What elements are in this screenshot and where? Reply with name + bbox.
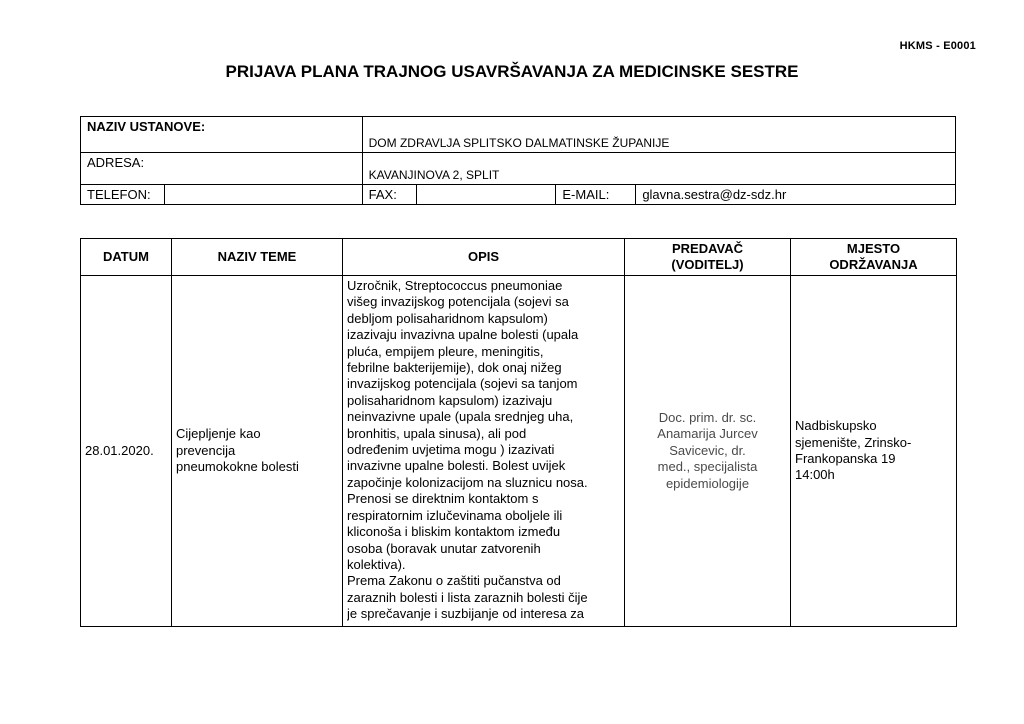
naziv-value: DOM ZDRAVLJA SPLITSKO DALMATINSKE ŽUPANIJE — [362, 117, 955, 153]
opis-text: Uzročnik, Streptococcus pneumoniae višeg invazijskog potencijala (sojevi sa debljom polisaharidnom kapsulom) izazivaju invazivna upalne bolesti (upala pluća, empijem pleure, meningitis, febrilne bakterijemije), dok onaj nižeg invazijskog potencijala (sojevi sa tanjom polisaharidnom kapsulom) izazivaju neinvazivne upale (upala srednjeg uha, bronhitis, upala sinusa), ali pod određenim uvjetima mogu ) izazivati invazivne upalne bolesti. Bolest uvijek započinje kolonizacijom na sluznicu nosa. Prenosi se direktnim kontaktom s respiratornim izlučevinama oboljele ili kliconoša i bliskim kontaktom između osoba (boravak unutar zatvorenih kolektiva). Prema Zakonu o zaštiti pučanstva od zaraznih bolesti i lista zaraznih bolesti čije je sprečavanje i suzbijanje od interesa za — [347, 278, 588, 622]
cell-predavac: Doc. prim. dr. sc. Anamarija Jurcev Savicevic, dr. med., specijalista epidemiologije — [625, 276, 791, 627]
table-row — [81, 276, 957, 627]
fax-value — [416, 185, 556, 205]
telefon-value — [164, 185, 362, 205]
header-datum: DATUM — [81, 239, 172, 276]
cell-datum: 28.01.2020. — [81, 276, 172, 627]
education-plan-table — [80, 238, 957, 627]
telefon-label: TELEFON: — [81, 185, 165, 205]
cell-mjesto: Nadbiskupsko sjemenište, Zrinsko- Frankopanska 19 14:00h — [791, 276, 957, 627]
header-naziv-teme: NAZIV TEME — [172, 239, 343, 276]
header-predavac: PREDAVAČ (VODITELJ) — [625, 239, 791, 276]
adresa-value: KAVANJINOVA 2, SPLIT — [362, 153, 955, 185]
email-label: E-MAIL: — [556, 185, 636, 205]
document-code: HKMS - E0001 — [899, 40, 976, 52]
fax-label: FAX: — [362, 185, 416, 205]
cell-opis — [343, 276, 625, 627]
cell-naziv-teme: Cijepljenje kao prevencija pneumokokne bolesti — [172, 276, 343, 627]
institution-info-table — [80, 116, 956, 205]
naziv-label: NAZIV USTANOVE: — [81, 117, 363, 153]
adresa-label: ADRESA: — [81, 153, 363, 185]
header-opis: OPIS — [343, 239, 625, 276]
header-mjesto: MJESTO ODRŽAVANJA — [791, 239, 957, 276]
email-value: glavna.sestra@dz-sdz.hr — [636, 185, 956, 205]
page-title: PRIJAVA PLANA TRAJNOG USAVRŠAVANJA ZA MEDICINSKE SESTRE — [225, 62, 799, 81]
